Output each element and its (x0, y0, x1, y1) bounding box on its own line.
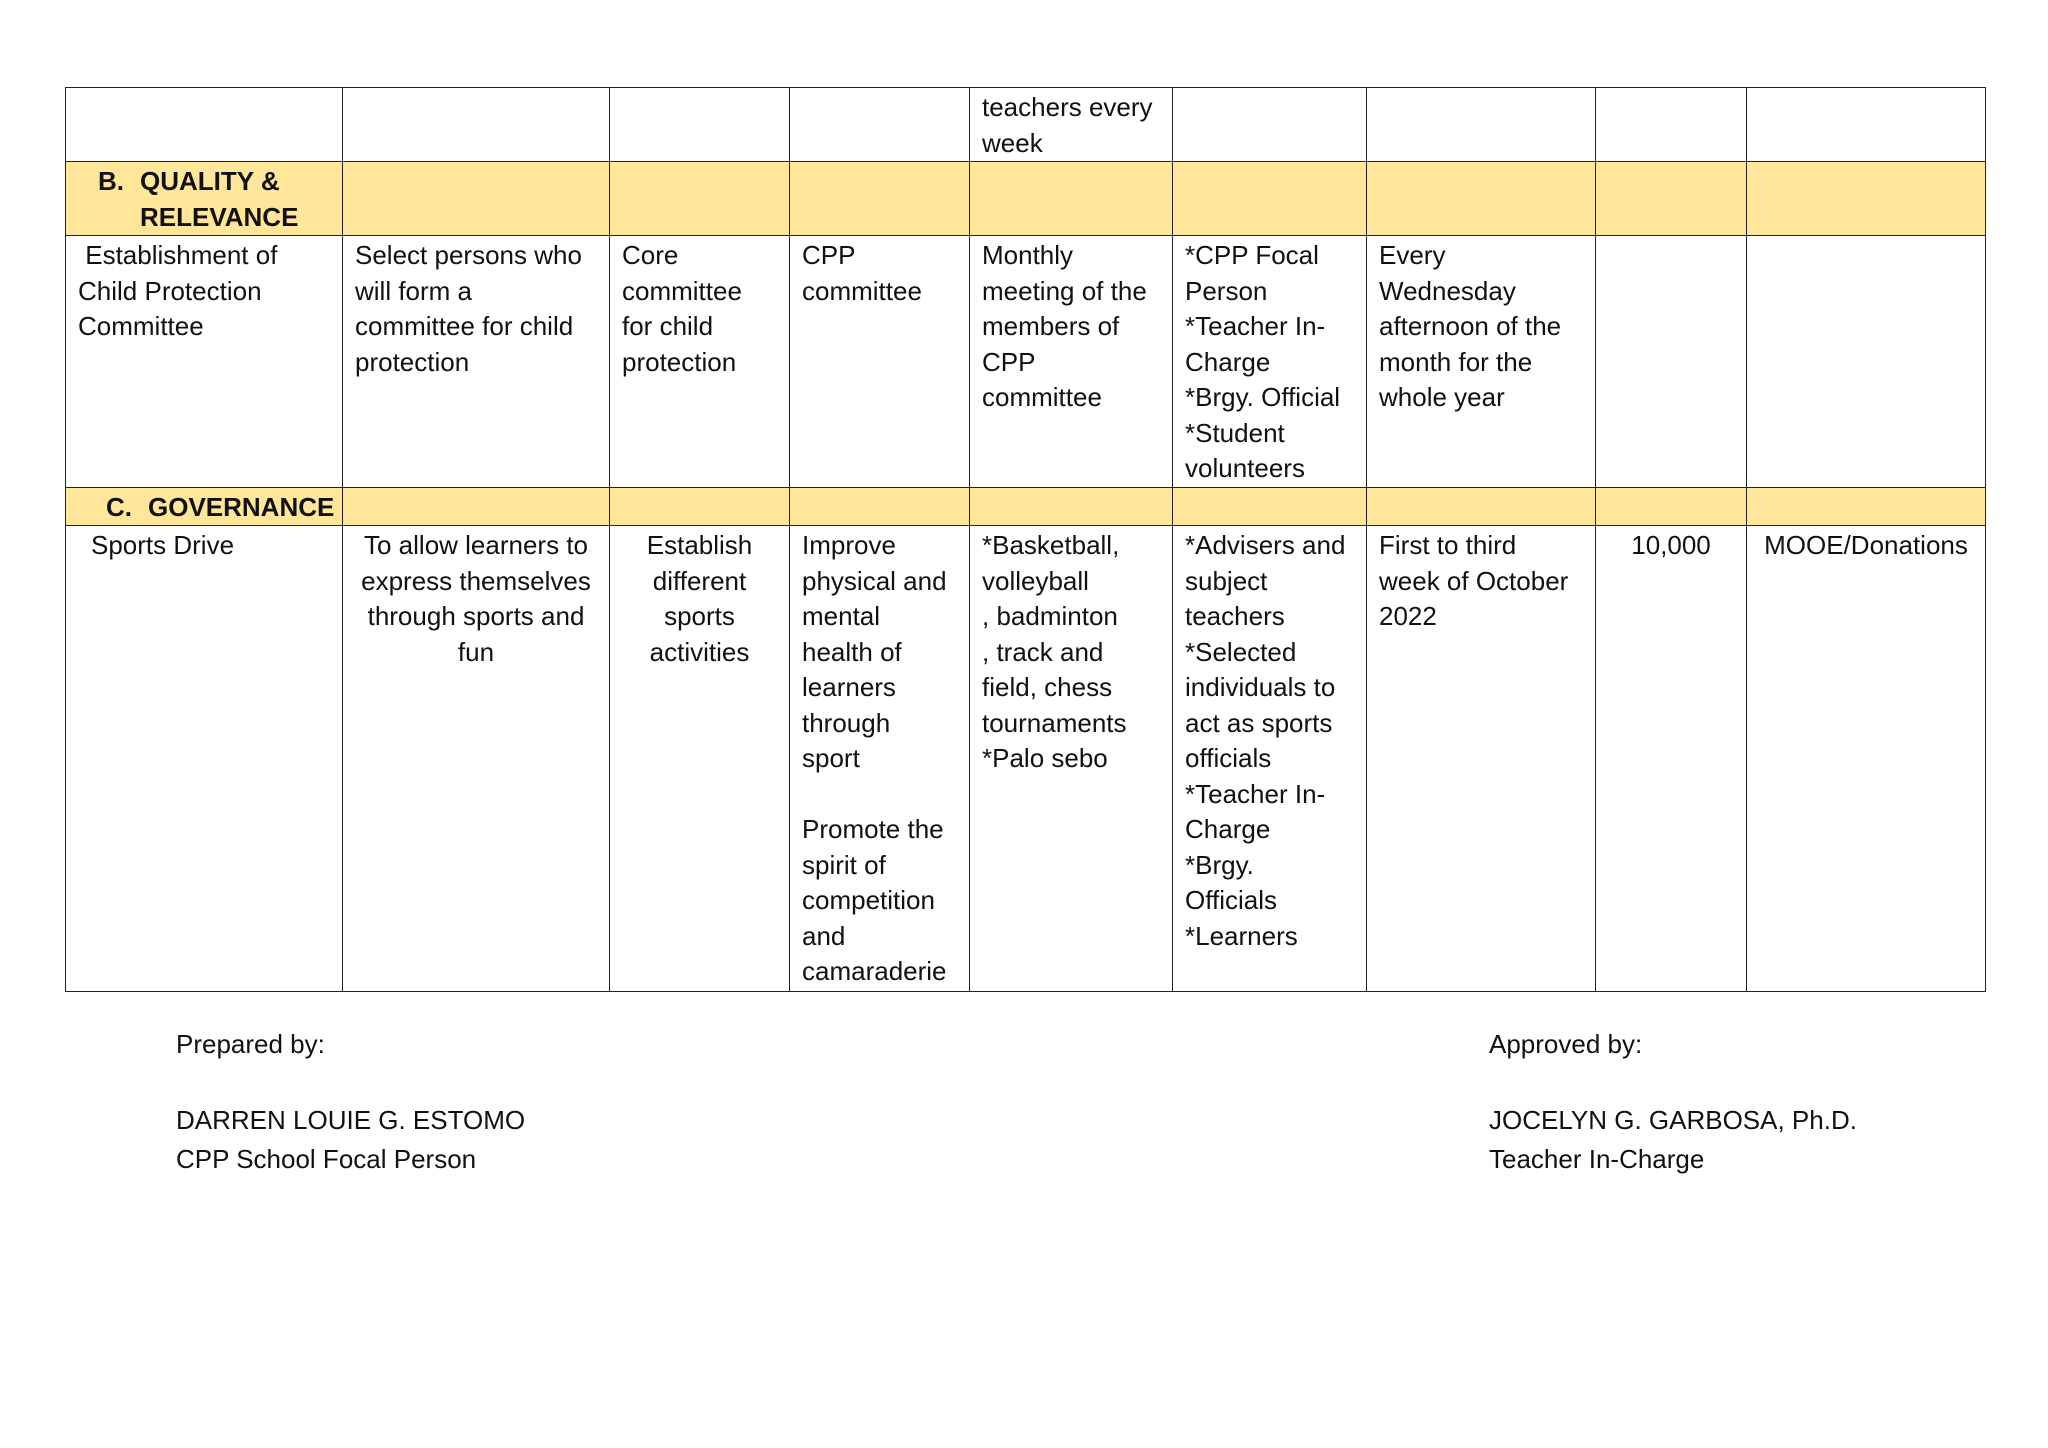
cell-line: afternoon of the (1379, 311, 1562, 341)
cell-line: CPP (982, 346, 1036, 377)
section-fill-cell (790, 162, 970, 236)
cell-line: through (802, 707, 891, 738)
cell-line: volunteers (1185, 453, 1305, 483)
section-fill-cell (610, 162, 790, 236)
cell-timeframe (1367, 236, 1596, 488)
cell-line: *Basketball, (982, 530, 1120, 560)
cell-activity (66, 236, 343, 488)
cell-line: Core (622, 240, 679, 270)
action-plan-table (65, 87, 1986, 992)
table-row-sports-drive (66, 526, 1986, 992)
paragraph-gap (802, 777, 957, 813)
cell-line: physical and (802, 565, 947, 596)
cell-source (1747, 236, 1986, 488)
cell-line: *Brgy. (1185, 849, 1254, 880)
cell-objective (343, 526, 610, 992)
cell-line: CPP (802, 240, 856, 270)
cell-line: *Learners (1185, 920, 1298, 951)
cell-line: express themselves (361, 565, 591, 596)
section-fill-cell (1596, 162, 1747, 236)
cell-line: , track and (982, 636, 1104, 667)
cell-line: *Teacher In- (1185, 778, 1326, 809)
cell-objective (343, 236, 610, 488)
cell-line: Establishment of (78, 240, 278, 270)
cell-line: *Brgy. Official (1185, 382, 1341, 412)
cell-output (790, 88, 970, 162)
section-fill-cell (970, 487, 1173, 526)
cell-line: volleyball (982, 565, 1089, 596)
cell-line: Child Protection (78, 275, 262, 306)
cell-line: Sports Drive (91, 530, 235, 560)
cell-line: committee (802, 275, 922, 306)
cell-line: committee (622, 275, 742, 306)
cell-means (970, 526, 1173, 992)
cell-line: through sports and (367, 601, 585, 631)
cell-line: meeting of the (982, 275, 1147, 306)
cell-persons (1173, 88, 1367, 162)
cell-line: Officials (1185, 885, 1277, 915)
cell-source (1747, 88, 1986, 162)
section-letter: C. (106, 491, 132, 522)
cell-line: individuals to (1185, 672, 1336, 702)
cell-budget (1596, 236, 1747, 488)
section-header-quality-relevance (66, 162, 1986, 236)
section-title (66, 162, 343, 236)
cell-line: Charge (1185, 814, 1271, 844)
section-fill-cell (1173, 487, 1367, 526)
cell-line: teachers (1185, 601, 1285, 631)
section-title-text: QUALITY & (140, 166, 280, 196)
cell-line: teachers every (982, 92, 1153, 122)
cell-line: *Teacher In- (1185, 311, 1326, 341)
cell-strategy (610, 236, 790, 488)
cell-output (790, 236, 970, 488)
cell-line: To allow learners to (364, 530, 588, 560)
cell-budget (1596, 526, 1747, 992)
cell-line: mental (802, 601, 881, 631)
cell-line: month for the (1379, 346, 1533, 377)
cell-line: protection (622, 346, 737, 377)
table-row-continued (66, 88, 1986, 162)
cell-line: act as sports (1185, 707, 1333, 738)
cell-budget (1596, 88, 1747, 162)
cell-line: spirit of (802, 849, 886, 880)
cell-timeframe (1367, 526, 1596, 992)
section-title-line (98, 164, 330, 200)
budget-value: 10,000 (1631, 530, 1711, 560)
cell-line: whole year (1379, 382, 1505, 412)
cell-line: Monthly (982, 240, 1074, 270)
prepared-by-label: Prepared by: (176, 1029, 325, 1059)
cell-line: Improve (802, 530, 896, 560)
cell-line: week (982, 127, 1043, 158)
section-title-line (106, 490, 335, 526)
section-fill-cell (1367, 162, 1596, 236)
cell-line: *Palo sebo (982, 743, 1108, 773)
cell-means (970, 88, 1173, 162)
section-fill-cell (610, 487, 790, 526)
section-header-governance (66, 487, 1986, 526)
cell-strategy (610, 88, 790, 162)
cell-strategy (610, 526, 790, 992)
section-fill-cell (343, 487, 610, 526)
cell-line: Promote the (802, 814, 944, 844)
cell-line: for child (622, 311, 714, 341)
cell-line: 2022 (1379, 601, 1437, 631)
section-title (66, 487, 343, 526)
section-title-line: RELEVANCE (140, 201, 299, 232)
cell-line: activities (649, 636, 750, 667)
cell-source (1747, 526, 1986, 992)
cell-line: *Student (1185, 417, 1285, 448)
cell-line: members of (982, 311, 1120, 341)
cell-line: *Selected (1185, 636, 1297, 667)
cell-line: health of (802, 636, 902, 667)
section-fill-cell (1747, 487, 1986, 526)
cell-line: committee for child (355, 311, 574, 341)
cell-output (790, 526, 970, 992)
cell-line: Establish (646, 530, 753, 560)
cell-line: sports (664, 601, 735, 631)
cell-line: *Advisers and (1185, 530, 1346, 560)
cell-line: will form a (355, 275, 473, 306)
cell-line: Charge (1185, 346, 1271, 377)
cell-persons (1173, 236, 1367, 488)
section-fill-cell (790, 487, 970, 526)
cell-line: *CPP Focal (1185, 240, 1319, 270)
cell-line: tournaments (982, 707, 1127, 738)
section-fill-cell (1747, 162, 1986, 236)
fund-source: MOOE/Donations (1764, 530, 1968, 560)
section-title-text: GOVERNANCE (148, 491, 335, 522)
cell-line: officials (1185, 743, 1272, 773)
cell-line: committee (982, 382, 1102, 412)
cell-line: week of October (1379, 565, 1569, 596)
cell-activity (66, 526, 343, 992)
table-row-child-protection (66, 236, 1986, 488)
section-fill-cell (970, 162, 1173, 236)
cell-activity (66, 88, 343, 162)
cell-line: fun (457, 636, 495, 667)
approved-by-label: Approved by: (1489, 1029, 1643, 1059)
cell-line: competition (802, 885, 935, 915)
cell-line: subject (1185, 565, 1268, 596)
cell-timeframe (1367, 88, 1596, 162)
approved-by-title: Teacher In-Charge (1489, 1144, 1705, 1174)
cell-objective (343, 88, 610, 162)
cell-line: Person (1185, 275, 1268, 306)
approved-by-name: JOCELYN G. GARBOSA, Ph.D. (1489, 1105, 1857, 1135)
cell-line: camaraderie (802, 956, 947, 986)
cell-line: Select persons who (355, 240, 582, 270)
cell-line: Committee (78, 311, 204, 341)
section-letter: B. (98, 166, 124, 196)
section-fill-cell (1173, 162, 1367, 236)
cell-line: protection (355, 346, 470, 377)
cell-line: different (652, 565, 747, 596)
cell-line: sport (802, 743, 860, 773)
section-fill-cell (1596, 487, 1747, 526)
cell-persons (1173, 526, 1367, 992)
cell-line: Every (1379, 240, 1446, 270)
cell-line: First to third (1379, 530, 1517, 560)
prepared-by-title: CPP School Focal Person (176, 1144, 477, 1174)
prepared-by-name: DARREN LOUIE G. ESTOMO (176, 1105, 526, 1135)
section-fill-cell (1367, 487, 1596, 526)
cell-line: Wednesday (1379, 275, 1516, 306)
cell-line: field, chess (982, 672, 1113, 702)
section-fill-cell (343, 162, 610, 236)
cell-line: , badminton (982, 601, 1118, 631)
cell-line: and (802, 920, 846, 951)
cell-means (970, 236, 1173, 488)
cell-line: learners (802, 672, 896, 702)
